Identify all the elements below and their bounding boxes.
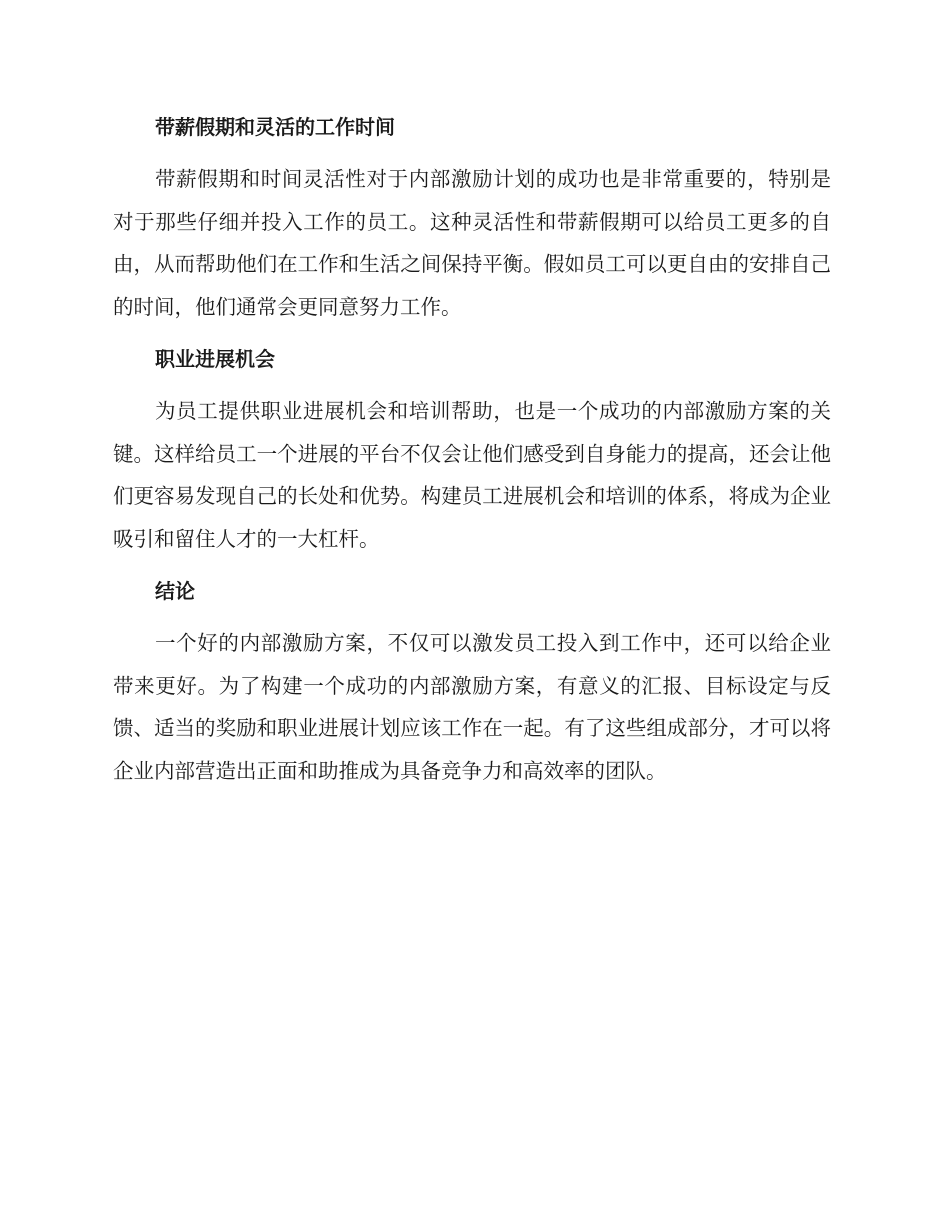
section-heading-paid-leave: 带薪假期和灵活的工作时间 <box>155 115 395 139</box>
section-heading-career-development: 职业进展机会 <box>155 347 275 371</box>
document-body <box>113 108 831 804</box>
section-paragraph-conclusion: 一个好的内部激励方案，不仅可以激发员工投入到工作中，还可以给企业带来更好。为了构建一个成功的内部激励方案，有意义的汇报、目标设定与反馈、适当的奖励和职业进展计划应该工作在一起。有了这些组成部分，才可以将企业内部营造出正面和助推成为具备竞争力和高效率的团队。 <box>113 631 831 783</box>
section-paragraph-paid-leave: 带薪假期和时间灵活性对于内部激励计划的成功也是非常重要的，特别是对于那些仔细并投入工作的员工。这种灵活性和带薪假期可以给员工更多的自由，从而帮助他们在工作和生活之间保持平衡。假如员工可以更自由的安排自己的时间，他们通常会更同意努力工作。 <box>113 167 831 319</box>
section-paragraph-career-development: 为员工提供职业进展机会和培训帮助，也是一个成功的内部激励方案的关键。这样给员工一个进展的平台不仅会让他们感受到自身能力的提高，还会让他们更容易发现自己的长处和优势。构建员工进展机会和培训的体系，将成为企业吸引和留住人才的一大杠杆。 <box>113 399 831 551</box>
section-heading-conclusion: 结论 <box>155 579 195 603</box>
